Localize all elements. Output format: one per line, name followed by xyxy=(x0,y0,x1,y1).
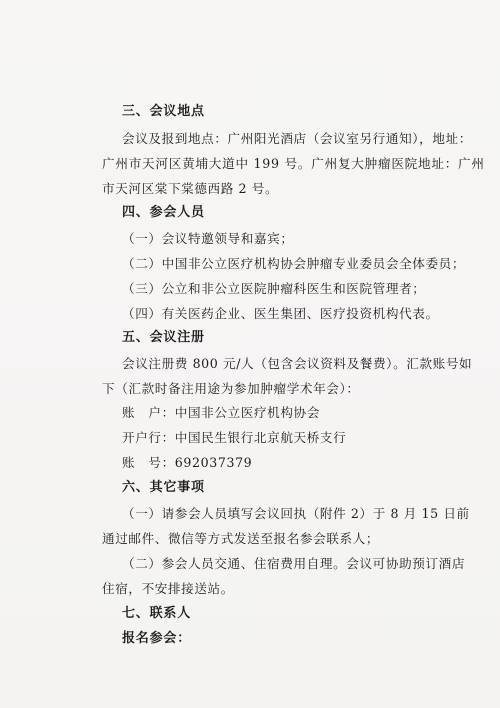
other-line-3: （二）参会人员交通、住宿费用自理。会议可协助预订酒店 xyxy=(122,556,466,571)
account-number: 账 号：692037379 xyxy=(122,455,253,470)
venue-line-3: 市天河区棠下棠德西路 2 号。 xyxy=(102,181,279,196)
venue-line-2: 广州市天河区黄埔大道中 199 号。广州复大肿瘤医院地址：广州 xyxy=(102,156,485,171)
other-line-1: （一）请参会人员填写会议回执（附件 2）于 8 月 15 日前 xyxy=(122,506,470,521)
section-heading-venue: 三、会议地点 xyxy=(122,104,205,119)
attendee-item-3: （三）公立和非公立医院肿瘤科医生和医院管理者； xyxy=(122,281,426,296)
section-heading-other: 六、其它事项 xyxy=(122,480,205,495)
attendee-item-2: （二）中国非公立医疗机构协会肿瘤专业委员会全体委员； xyxy=(122,256,466,271)
registration-line-2: 下（汇款时备注用途为参加肿瘤学术年会）： xyxy=(102,381,360,396)
account-name: 账 户：中国非公立医疗机构协会 xyxy=(122,405,320,420)
venue-line-1: 会议及报到地点：广州阳光酒店（会议室另行通知），地址： xyxy=(122,131,472,146)
contact-registration-label: 报名参会： xyxy=(122,631,192,646)
section-heading-attendees: 四、参会人员 xyxy=(122,205,205,220)
other-line-2: 通过邮件、微信等方式发送至报名参会联系人； xyxy=(102,531,380,546)
registration-line-1: 会议注册费 800 元/人（包含会议资料及餐费）。汇款账号如 xyxy=(122,356,473,371)
section-heading-contacts: 七、联系人 xyxy=(122,606,192,621)
attendee-item-4: （四）有关医药企业、医生集团、医疗投资机构代表。 xyxy=(122,306,439,321)
account-bank: 开户行：中国民生银行北京航天桥支行 xyxy=(122,430,347,445)
section-heading-registration: 五、会议注册 xyxy=(122,330,205,345)
other-line-4: 住宿，不安排接送站。 xyxy=(102,581,234,596)
attendee-item-1: （一）会议特邀领导和嘉宾； xyxy=(122,231,294,246)
